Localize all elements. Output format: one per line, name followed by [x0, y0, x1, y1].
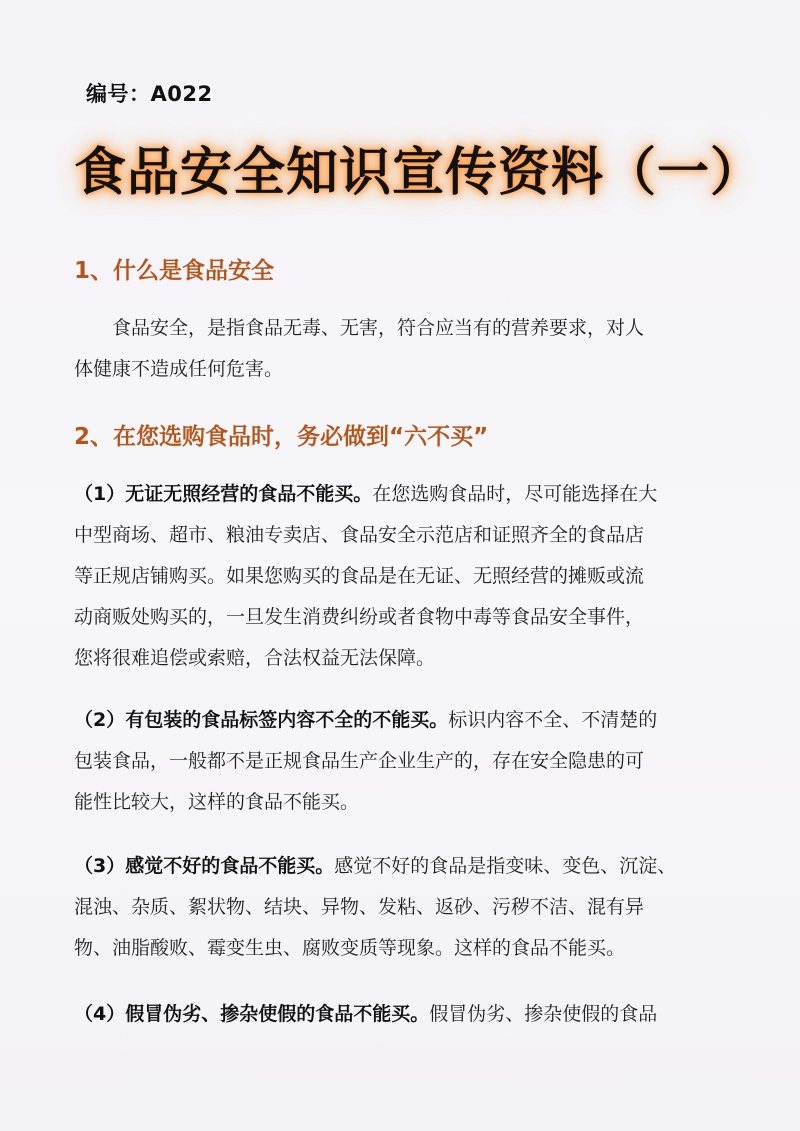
item-lead: （2）有包装的食品标签内容不全的不能买。: [74, 709, 449, 731]
paragraph-first-line: [74, 700, 730, 741]
item-1-paragraph: [74, 474, 730, 679]
paragraph-line: 中型商场、超市、粮油专卖店、食品安全示范店和证照齐全的食品店: [74, 524, 645, 546]
document-number: 编号：A022: [86, 82, 213, 106]
section-1-paragraph: [74, 308, 730, 390]
paragraph-line: 能性比较大，这样的食品不能买。: [74, 791, 360, 813]
paragraph-line: 混浊、杂质、絮状物、结块、异物、发粘、返砂、污秽不洁、混有异: [74, 896, 645, 918]
item-2-paragraph: [74, 700, 730, 823]
paragraph-line: 食品安全，是指食品无毒、无害，符合应当有的营养要求，对人: [112, 317, 645, 339]
section-heading-2: 2、在您选购食品时，务必做到“六不买”: [74, 424, 489, 450]
paragraph-line: 包装食品，一般都不是正规食品生产企业生产的，存在安全隐患的可: [74, 750, 645, 772]
paragraph-line: 体健康不造成任何危害。: [74, 358, 284, 380]
paragraph-first-line: [74, 474, 730, 515]
item-4-paragraph: [74, 994, 730, 1035]
document-title: 食品安全知识宣传资料（一）: [74, 143, 764, 203]
paragraph-first-line: [74, 994, 730, 1035]
paragraph-line: 等正规店铺购买。如果您购买的食品是在无证、无照经营的摊贩或流: [74, 565, 645, 587]
item-text: 假冒伪劣、掺杂使假的食品: [429, 1003, 658, 1025]
item-lead: （3）感觉不好的食品不能买。: [74, 855, 335, 877]
item-text: 在您选购食品时，尽可能选择在大: [372, 483, 658, 505]
item-text: 感觉不好的食品是指变味、变色、沉淀、: [334, 855, 677, 877]
item-text: 标识内容不全、不清楚的: [448, 709, 658, 731]
item-lead: （1）无证无照经营的食品不能买。: [74, 483, 373, 505]
section-heading-1: 1、什么是食品安全: [74, 258, 275, 284]
paragraph-line: 您将很难追偿或索赔，合法权益无法保障。: [74, 647, 436, 669]
paragraph-line: 物、油脂酸败、霉变生虫、腐败变质等现象。这样的食品不能买。: [74, 937, 626, 959]
item-lead: （4）假冒伪劣、掺杂使假的食品不能买。: [74, 1003, 430, 1025]
paragraph-first-line: [74, 846, 730, 887]
item-3-paragraph: [74, 846, 730, 969]
paragraph-line: 动商贩处购买的，一旦发生消费纠纷或者食物中毒等食品安全事件，: [74, 606, 645, 628]
